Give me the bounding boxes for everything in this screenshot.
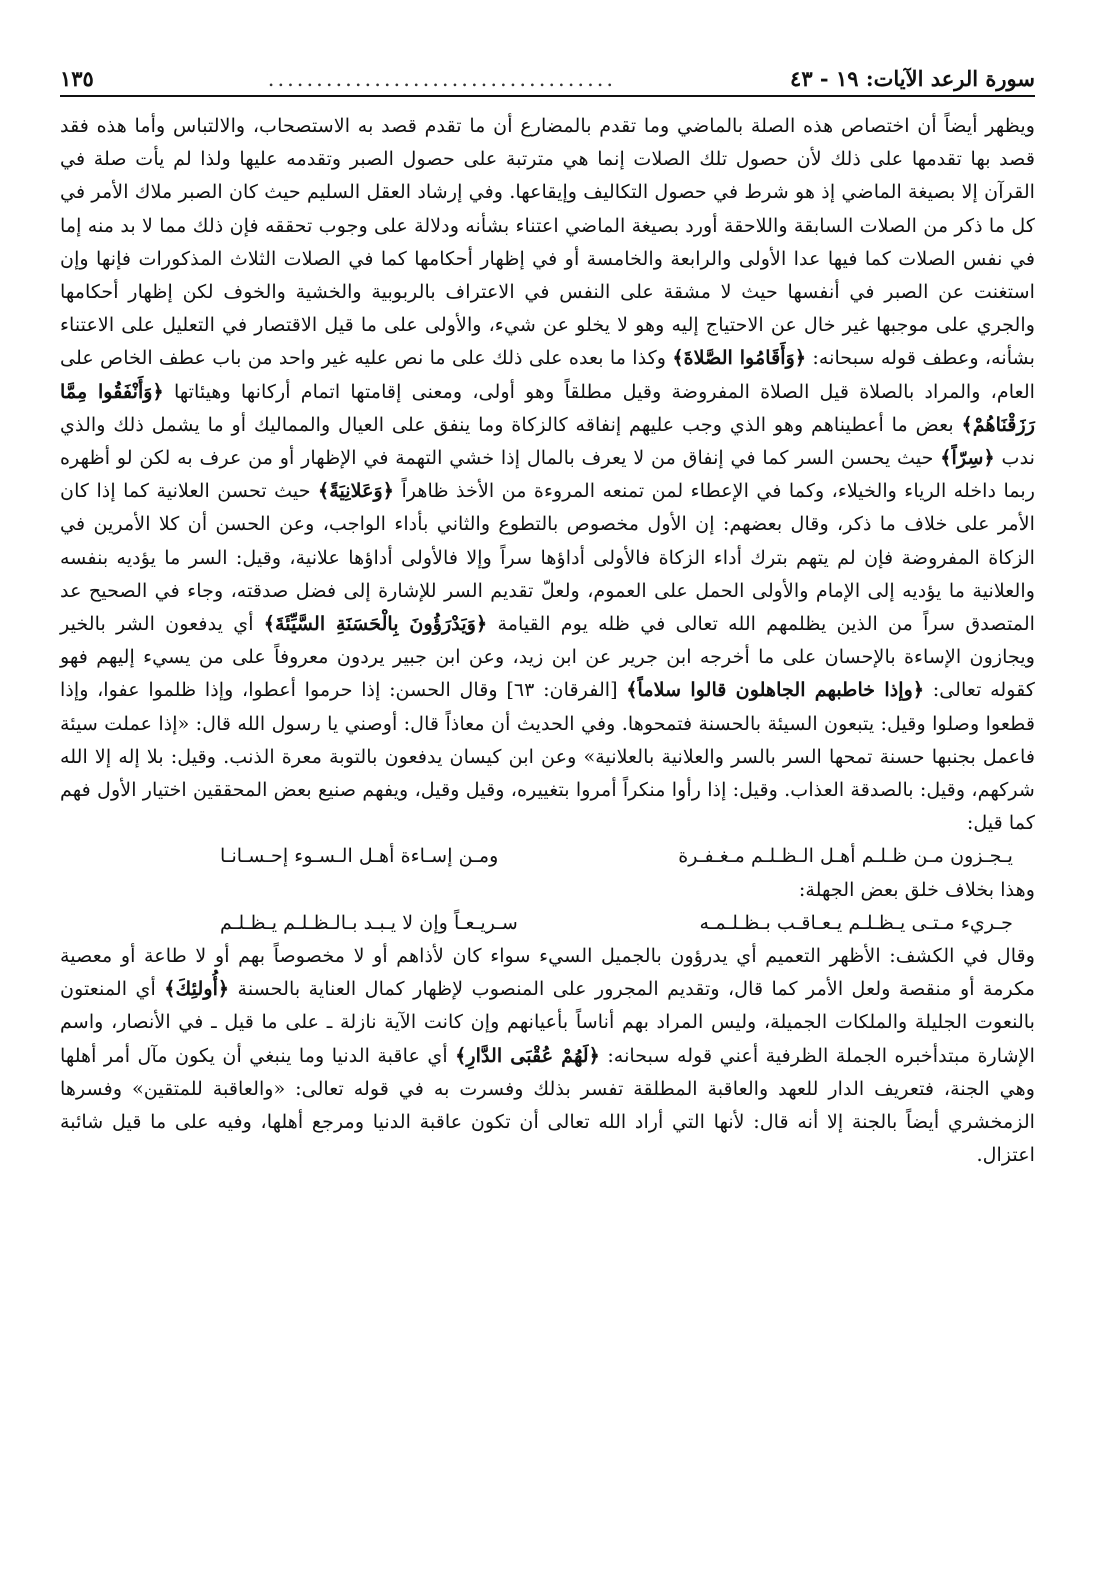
quran-quote: ﴿وإذا خاطبهم الجاهلون قالوا سلاماً﴾ (626, 678, 925, 702)
quran-quote: ﴿سِرّاً﴾ (940, 446, 995, 470)
text-run: وكذا ما بعده على ذلك على ما نص عليه غير واحد من باب عطف الخاص على العام، والمراد بالصلاة قيل الصلاة المفروضة وقيل مطلقاً وهو أولى، ومعنى إقامتها اتمام أركانها وهيئاتها (60, 346, 1036, 403)
quran-quote: ﴿أُولئِكَ﴾ (164, 977, 230, 1001)
quran-quote: ﴿لَهُمْ عُقْبَى الدَّارِ﴾ (455, 1043, 600, 1067)
paragraph-1 (60, 109, 1035, 839)
verse-second-hemistich: سـريـعـاً وإن لا يـبـد بـالـظـلـم يـظـلـم (220, 910, 518, 934)
quran-quote: ﴿وَأَقَامُوا الصَّلاةَ﴾ (672, 346, 807, 370)
main-text (60, 109, 1035, 1172)
running-header (60, 55, 1035, 91)
paragraph-2 (60, 939, 1035, 1171)
text-run: وقال في الكشف: الأظهر التعميم أي يدرؤون بالجميل السيء سواء كان لأذاهم أو لا مخصوصاً بهم أو لا طاعة أو معصية مكرمة أو منقصة ولعل الأمر كما قال، وتقديم المجرور على المنصوب لإظهار كمال العناية بالحسنة (60, 944, 1035, 1001)
quran-quote: ﴿وَأَنْفَقُوا مِمَّا رَزَقْنَاهُمْ﴾ (60, 379, 1035, 436)
poetry-verse-1 (60, 839, 1035, 872)
text-run: [الفرقان: ٦٣] وقال الحسن: إذا حرموا أعطوا، وإذا ظلموا عفوا، وإذا قطعوا وصلوا وقيل: يتبعون السيئة بالحسنة فتمحوها. وفي الحديث أن معاذاً قال: أوصني يا رسول الله قال: «إذا عملت سيئة فاعمل بجنبها حسنة تمحها السر بالسر والعلانية بالعلانية» وعن ابن كيسان يدفعون بالتوبة معرة الذنب. وقيل: بلا إله إلا الله شركهم، وقيل: بالصدقة العذاب. وقيل: إذا رأوا منكراً أمروا بتغييره، وقيل وقيل، ويفهم صنيع بعض المحققين اختيار الأول فهم كما قيل: (60, 678, 1035, 835)
verse-intro-line: وهذا بخلاف خلق بعض الجهلة: (798, 877, 1035, 901)
verse-first-hemistich: جـريء مـتـى يـظـلـم يـعـاقـب بـظـلـمـه (699, 910, 1013, 934)
text-run: ويظهر أيضاً أن اختصاص هذه الصلة بالماضي وما تقدم بالمضارع أن ما تقدم قصد به الاستصحاب، والالتباس وأما هذه فقد قصد بها تقدمها على ذلك لأن حصول تلك الصلات إنما هي مترتبة على حصول الصبر وتقدمه عليها ولذا لم يأت صلة في القرآن إلا بصيغة الماضي إذ هو شرط في حصول التكاليف وإيقاعها. وفي إرشاد العقل السليم حيث كان الصبر ملاك الأمر في كل ما ذكر من الصلات السابقة واللاحقة أورد بصيغة الماضي اعتناء بشأنه ودلالة على وجوب تحققه فإن ذلك مما لا بد منه إما في نفس الصلات كما فيها عدا الأولى والرابعة والخامسة أو في إظهار أحكامها كما في الصلات الثلاث المذكورات فإنها وإن استغنت عن الصبر في أنفسها حيث لا مشقة على النفس في الاعتراف بالربوبية والخشية والخوف لكن إظهار أحكامها والجري على موجبها غير خال عن الاحتياج إليه وهو لا يخلو عن شيء، والأولى على ما قيل الاقتصار في التعليل على الاعتناء بشأنه، وعطف قوله سبحانه: (60, 114, 1035, 370)
text-run: حيث تحسن العلانية كما إذا كان الأمر على خلاف ما ذكر، وقال بعضهم: إن الأول مخصوص بالتطوع والثاني بأداء الواجب، وعن الحسن أن كلا الأمرين في الزكاة المفروضة فإن لم يتهم بترك أداء الزكاة فالأولى أداؤها سراً وإلا فالأولى أداؤها علانية، وقيل: السر ما يؤديه بنفسه والعلانية ما يؤديه إلى الإمام والأولى الحمل على العموم، ولعلّ تقديم السر للإشارة إلى فضل صدقته، وجاء في الصحيح عد المتصدق سراً من الذين يظلمهم الله تعالى في ظله يوم القيامة (60, 479, 1036, 636)
text-run: بعض ما أعطيناهم وهو الذي وجب عليهم إنفاقه كالزكاة وما ينفق على العيال والمماليك أو ما يشمل ذلك والذي ندب (60, 412, 1035, 470)
header-rule (60, 95, 1035, 97)
verse-second-hemistich: ومـن إسـاءة أهـل الـسـوء إحـسـانـا (220, 844, 499, 868)
quran-quote: ﴿وَيَدْرَؤُونَ بِالْحَسَنَةِ السَّيِّئَةَ﴾ (263, 612, 488, 636)
quran-quote: ﴿وَعَلانِيَةً﴾ (317, 479, 395, 503)
text-run: أي المنعتون بالنعوت الجليلة والملكات الجميلة، وليس المراد بهم أناساً بأعيانهم وإن كانت الآية نازلة ـ على ما قيل ـ في الأنصار، واسم الإشارة مبتدأخبره الجملة الظرفية أعني قوله سبحانه: (60, 977, 1036, 1067)
page-number: ١٣٥ (60, 66, 94, 91)
verse-first-hemistich: يـجـزون مـن ظـلـم أهـل الـظـلـم مـغـفـرة (678, 844, 1013, 868)
text-run: حيث يحسن السر كما في إنفاق من لا يعرف بالمال إذا خشي التهمة في الإظهار أو من عرف به لكن لو أظهره ربما داخله الرياء والخيلاء، وكما في الإعطاء لمن تمنعه المروءة من الأخذ ظاهراً (60, 446, 1035, 503)
header-title: سورة الرعد الآيات: ١٩ - ٤٣ (790, 66, 1035, 91)
header-dot-leader: .................................... (267, 67, 617, 91)
text-run: أي عاقبة الدنيا وما ينبغي أن يكون مآل أمر أهلها وهي الجنة، فتعريف الدار للعهد والعاقبة المطلقة تفسر بذلك وفسرت به في قوله تعالى: «والعاقبة للمتقين» وفسرها الزمخشري أيضاً بالجنة إلا أنه قال: لأنها التي أراد الله تعالى أن تكون عاقبة الدنيا ومرجع أهلها، وفيه على ما قيل شائبة اعتزال. (60, 1043, 1035, 1167)
poetry-verse-2 (60, 906, 1035, 939)
text-run: أي يدفعون الشر بالخير ويجازون الإساءة بالإحسان على ما أخرجه ابن جرير عن ابن زيد، وعن ابن جبير يردون معروفاً على من يسيء إليهم فهو كقوله تعالى: (60, 612, 1035, 702)
page (60, 55, 1035, 1534)
